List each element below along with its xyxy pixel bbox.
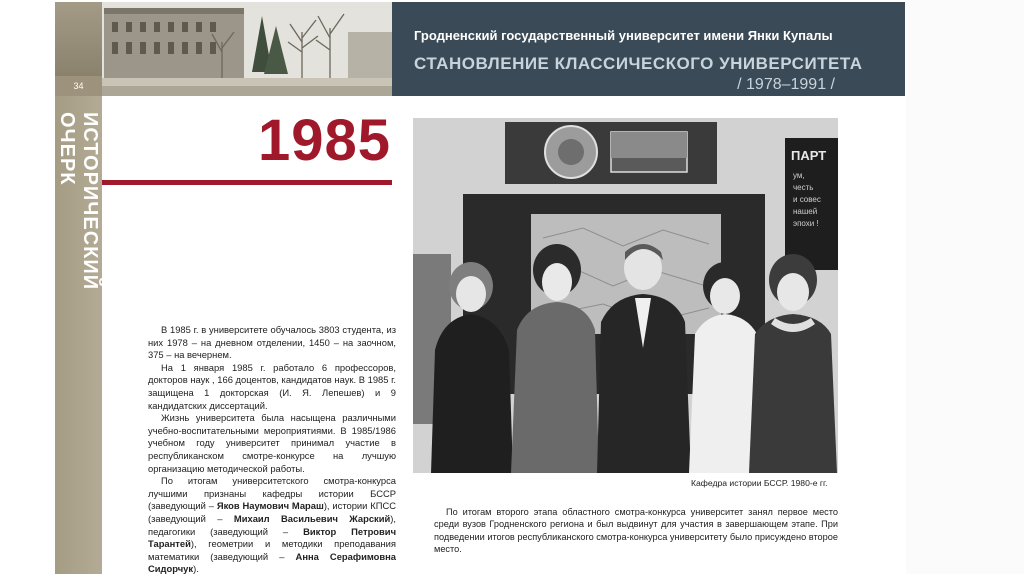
paragraph-staff: На 1 января 1985 г. работало 6 профессоров, докторов наук , 166 доцентов, кандидатов наук. В 1985 г. защищена 1 докторская (И. Я. Лепешев) и 9 кандидатских диссертаций.: [148, 361, 396, 411]
bottom-paragraph: По итогам второго этапа областного смотра-конкурса университет занял первое место среди вузов Гродненского региона и был выдвинут для участия в завершающем этапе. При подведении итогов республиканского смотра-конкурса университету было присуждено второе место.: [434, 507, 838, 555]
person-name: Михаил Васильевич Жарский: [233, 512, 391, 524]
page-margin: [906, 0, 1024, 574]
poster-text-line: ум,: [793, 171, 805, 180]
paragraph-results: [148, 475, 396, 576]
vertical-section-title: ИСТОРИЧЕСКИЙ ОЧЕРК: [56, 112, 101, 291]
paragraph-students: В 1985 г. в университете обучалось 3803 студента, из них 1978 – на дневном отделении, 1450 – на заочном, 375 – на вечернем.: [148, 324, 396, 361]
poster-text: ПАРТ: [791, 148, 827, 163]
body-text-column: [148, 324, 396, 576]
header-building-photo: [102, 2, 392, 96]
red-divider: [102, 180, 392, 185]
building-illustration: [102, 2, 392, 96]
text-fragment: ), педагогики (заведующий –: [148, 512, 396, 537]
strip-photo: [55, 2, 102, 76]
poster-text-line: нашей: [793, 207, 818, 216]
poster-text-line: и совес: [793, 195, 821, 204]
person-name: Анна Серафимовна Сидорчук: [148, 550, 397, 575]
text-fragment: ), истории КПСС (заведующий –: [148, 500, 396, 524]
text-fragment: ).: [193, 563, 199, 575]
text-fragment: По итогам университетского смотра-конкурса лучшими признаны кафедры истории БССР (заведующий –: [148, 475, 396, 512]
paragraph-activities: Жизнь университета была насыщена различными учебно-воспитательными мероприятиями. В 1985/1986 учебном году университет принимал участие в республиканском смотре-конкурсе на лучшую организацию методической работы.: [148, 412, 396, 474]
group-photo: [413, 118, 838, 473]
person-name: Виктор Петрович Тарантей: [148, 525, 397, 550]
text-fragment: ), геометрии и методики преподавания математики (заведующий –: [148, 538, 396, 562]
period-label: / 1978–1991 /: [737, 76, 835, 93]
year-heading: 1985: [258, 108, 392, 173]
section-title: СТАНОВЛЕНИЕ КЛАССИЧЕСКОГО УНИВЕРСИТЕТА: [414, 54, 863, 73]
university-name: Гродненский государственный университет имени Янки Купалы: [414, 28, 833, 43]
person-name: Яков Наумович Мараш: [216, 500, 324, 512]
poster-text-line: честь: [793, 183, 814, 192]
page-number: 34: [55, 76, 102, 96]
header-banner: [392, 2, 905, 96]
photo-caption: Кафедра истории БССР. 1980-е гг.: [691, 478, 828, 488]
poster-text-line: эпохи !: [793, 219, 819, 228]
group-photo-illustration: [413, 118, 838, 473]
